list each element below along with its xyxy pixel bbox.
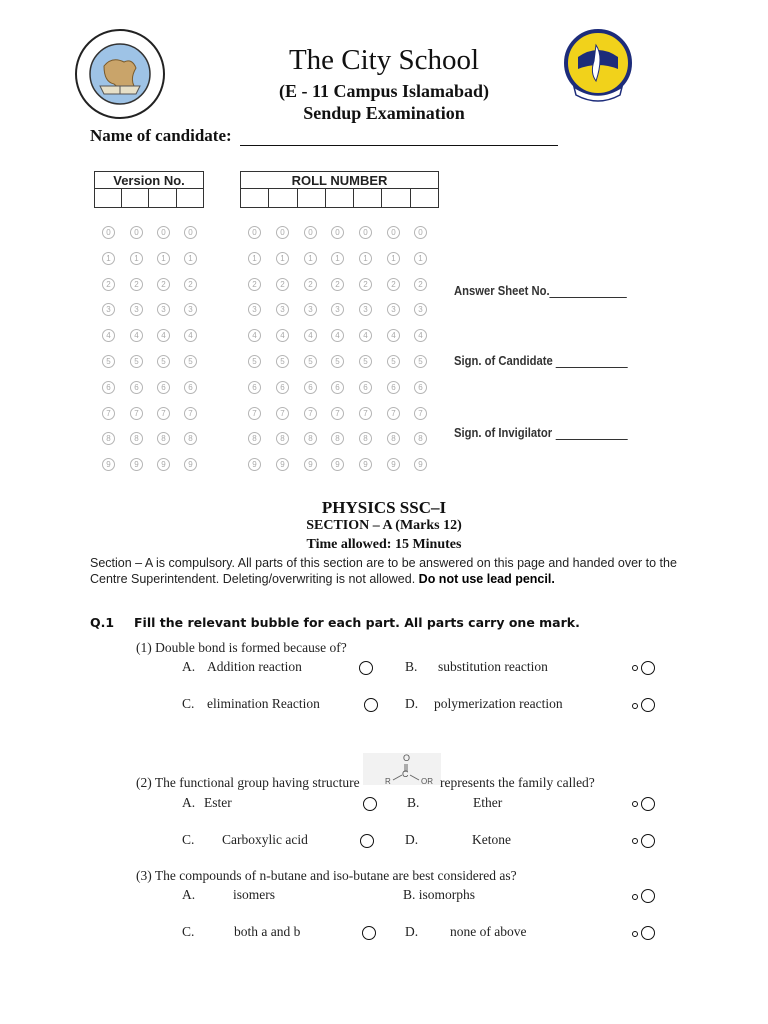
option-letter: A. [182,887,196,902]
version-digit-bubble[interactable]: 7 [102,407,115,420]
structure-right: OR [421,777,433,786]
roll-digit-bubble[interactable]: 0 [331,226,344,239]
roll-digit-bubble[interactable]: 4 [331,329,344,342]
roll-digit-bubble[interactable]: 4 [248,329,261,342]
version-digit-bubble[interactable]: 1 [130,252,143,265]
roll-digit-bubble[interactable]: 3 [414,303,427,316]
sign-candidate-field[interactable] [556,357,628,368]
roll-digit-bubble[interactable]: 8 [276,432,289,445]
roll-digit-bubble[interactable]: 1 [276,252,289,265]
answer-bubble[interactable] [362,926,376,940]
roll-digit-bubble[interactable]: 6 [414,381,427,394]
question-3-text: (3) The compounds of n-butane and iso-butane are best considered as? [136,868,517,883]
version-digit-box[interactable] [149,189,176,208]
version-digit-bubble[interactable]: 6 [102,381,115,394]
candidate-name-row [90,126,558,146]
option-text: Addition reaction [207,659,302,674]
option-letter: A. [182,795,196,810]
version-digit-bubble[interactable]: 3 [157,303,170,316]
version-digit-bubble[interactable]: 3 [130,303,143,316]
roll-digit-bubble[interactable]: 7 [331,407,344,420]
version-digit-bubble[interactable]: 4 [157,329,170,342]
roll-digit-bubble[interactable]: 3 [304,303,317,316]
roll-digit-bubble[interactable]: 8 [248,432,261,445]
roll-digit-bubble[interactable]: 3 [248,303,261,316]
roll-digit-bubble[interactable]: 6 [359,381,372,394]
structure-top: O [403,753,411,763]
roll-digit-bubble[interactable]: 2 [414,278,427,291]
roll-digit-bubble[interactable]: 8 [414,432,427,445]
roll-digit-bubble[interactable]: 9 [276,458,289,471]
roll-digit-bubble[interactable]: 1 [359,252,372,265]
option-letter: B. [405,659,418,674]
version-digit-box[interactable] [176,189,203,208]
option-text: Ether [473,795,503,810]
version-digit-bubble[interactable]: 5 [130,355,143,368]
subject-heading: PHYSICS SSC–I [321,498,447,517]
tiny-circle-icon [632,894,638,900]
roll-digit-bubble[interactable]: 0 [414,226,427,239]
instructions-warning: Do not use lead pencil. [418,572,555,586]
answer-sheet-field[interactable] [550,287,627,298]
roll-number-box [240,171,439,208]
roll-number-label: ROLL NUMBER [241,172,439,189]
version-digit-bubble[interactable]: 7 [157,407,170,420]
answer-bubble[interactable] [364,698,378,712]
roll-digit-bubble[interactable]: 8 [304,432,317,445]
roll-digit-bubble[interactable]: 4 [359,329,372,342]
roll-digit-bubble[interactable]: 2 [248,278,261,291]
option-text: both a and b [234,924,301,939]
roll-digit-bubble[interactable]: 0 [304,226,317,239]
roll-digit-bubble[interactable]: 9 [304,458,317,471]
ester-structure [363,753,441,785]
tiny-circle-icon [632,801,638,807]
roll-digit-bubble[interactable]: 7 [414,407,427,420]
version-label: Version No. [95,172,204,189]
version-digit-bubble[interactable]: 8 [102,432,115,445]
answer-bubble[interactable] [641,834,655,848]
option-letter: C. [182,924,195,939]
version-digit-bubble[interactable]: 0 [184,226,197,239]
question-2-text-start: (2) The functional group having structure [136,775,360,790]
answer-sheet-no [454,284,627,298]
version-digit-bubble[interactable]: 9 [102,458,115,471]
version-digit-bubble[interactable]: 0 [130,226,143,239]
roll-digit-bubble[interactable]: 1 [331,252,344,265]
option-text: Ketone [472,832,511,847]
roll-digit-bubble[interactable]: 5 [387,355,400,368]
version-digit-bubble[interactable]: 8 [184,432,197,445]
version-digit-bubble[interactable]: 6 [157,381,170,394]
tiny-circle-icon [632,838,638,844]
roll-digit-bubble[interactable]: 0 [248,226,261,239]
version-digit-bubble[interactable]: 2 [184,278,197,291]
option-text: substitution reaction [438,659,548,674]
option-text: B. isomorphs [403,887,476,902]
roll-digit-bubble[interactable]: 8 [331,432,344,445]
time-allowed: Time allowed: 15 Minutes [306,537,462,552]
roll-digit-bubble[interactable]: 1 [304,252,317,265]
version-digit-bubble[interactable]: 3 [184,303,197,316]
version-digit-bubble[interactable]: 8 [157,432,170,445]
roll-digit-bubble[interactable]: 5 [414,355,427,368]
sign-invigilator [454,426,627,440]
question-2-text-end: represents the family called? [440,775,595,790]
answer-bubble[interactable] [641,889,655,903]
instructions [90,555,690,587]
answer-bubble[interactable] [363,797,377,811]
answer-bubble[interactable] [359,661,373,675]
roll-digit-box[interactable] [382,189,410,208]
version-digit-bubble[interactable]: 9 [157,458,170,471]
roll-digit-bubble[interactable]: 5 [359,355,372,368]
roll-digit-bubble[interactable]: 7 [276,407,289,420]
roll-digit-bubble[interactable]: 0 [276,226,289,239]
version-digit-bubble[interactable]: 1 [184,252,197,265]
question-1-text: (1) Double bond is formed because of? [136,640,347,655]
version-digit-bubble[interactable]: 3 [102,303,115,316]
roll-digit-bubble[interactable]: 5 [304,355,317,368]
version-digit-bubble[interactable]: 5 [102,355,115,368]
option-text: elimination Reaction [207,696,320,711]
option-letter: C. [182,696,195,711]
roll-digit-bubble[interactable]: 9 [387,458,400,471]
version-digit-bubble[interactable]: 7 [184,407,197,420]
roll-digit-bubble[interactable]: 3 [359,303,372,316]
option-letter: D. [405,832,419,847]
roll-digit-bubble[interactable]: 2 [304,278,317,291]
q1-instruction: Fill the relevant bubble for each part. All parts carry one mark. [134,615,580,630]
roll-digit-bubble[interactable]: 3 [331,303,344,316]
roll-digit-box[interactable] [354,189,382,208]
tiny-circle-icon [632,703,638,709]
roll-digit-bubble[interactable]: 7 [387,407,400,420]
roll-digit-bubble[interactable]: 5 [276,355,289,368]
version-digit-bubble[interactable]: 8 [130,432,143,445]
roll-digit-bubble[interactable]: 0 [387,226,400,239]
roll-digit-bubble[interactable]: 6 [276,381,289,394]
version-digit-bubble[interactable]: 2 [130,278,143,291]
roll-digit-bubble[interactable]: 1 [248,252,261,265]
option-letter: C. [182,832,195,847]
answer-sheet-label: Answer Sheet No. [454,284,550,298]
tiny-circle-icon [632,665,638,671]
roll-digit-box[interactable] [325,189,353,208]
roll-digit-bubble[interactable]: 6 [387,381,400,394]
option-text: isomers [233,887,275,902]
section-heading: SECTION – A (Marks 12) [306,518,462,533]
sign-invigilator-label: Sign. of Invigilator [454,426,553,440]
roll-digit-bubble[interactable]: 9 [248,458,261,471]
candidate-name-label: Name of candidate: [90,126,232,145]
roll-digit-bubble[interactable]: 3 [276,303,289,316]
candidate-name-field[interactable] [240,131,558,146]
roll-digit-bubble[interactable]: 8 [387,432,400,445]
version-box [94,171,204,208]
version-digit-bubble[interactable]: 4 [130,329,143,342]
roll-digit-box[interactable] [241,189,269,208]
roll-digit-box[interactable] [297,189,325,208]
version-digit-bubble[interactable]: 5 [184,355,197,368]
version-digit-bubble[interactable]: 6 [130,381,143,394]
structure-center: C [402,769,409,779]
roll-digit-bubble[interactable]: 3 [387,303,400,316]
version-digit-box[interactable] [95,189,122,208]
option-letter: B. [407,795,420,810]
school-title: The City School [288,44,480,76]
version-digit-bubble[interactable]: 5 [157,355,170,368]
roll-digit-bubble[interactable]: 8 [359,432,372,445]
roll-digit-bubble[interactable]: 5 [331,355,344,368]
exam-title: Sendup Examination [303,103,465,123]
version-digit-bubble[interactable]: 0 [102,226,115,239]
roll-digit-box[interactable] [269,189,297,208]
option-letter: A. [182,659,196,674]
answer-bubble[interactable] [641,926,655,940]
roll-digit-bubble[interactable]: 4 [304,329,317,342]
roll-digit-bubble[interactable]: 4 [414,329,427,342]
roll-digit-bubble[interactable]: 9 [359,458,372,471]
roll-digit-bubble[interactable]: 4 [387,329,400,342]
version-digit-bubble[interactable]: 4 [184,329,197,342]
roll-digit-bubble[interactable]: 7 [359,407,372,420]
roll-digit-bubble[interactable]: 6 [331,381,344,394]
version-digit-bubble[interactable]: 9 [130,458,143,471]
q1-label: Q.1 [90,615,115,630]
version-digit-bubble[interactable]: 1 [102,252,115,265]
version-digit-bubble[interactable]: 6 [184,381,197,394]
version-digit-bubble[interactable]: 2 [157,278,170,291]
option-text: polymerization reaction [434,696,563,711]
option-text: Carboxylic acid [222,832,308,847]
answer-bubble[interactable] [641,797,655,811]
roll-digit-bubble[interactable]: 2 [359,278,372,291]
roll-digit-bubble[interactable]: 6 [304,381,317,394]
structure-left: R [385,777,391,786]
roll-digit-bubble[interactable]: 4 [276,329,289,342]
version-digit-bubble[interactable]: 0 [157,226,170,239]
version-digit-bubble[interactable]: 4 [102,329,115,342]
roll-digit-bubble[interactable]: 5 [248,355,261,368]
roll-digit-bubble[interactable]: 2 [387,278,400,291]
roll-digit-bubble[interactable]: 2 [276,278,289,291]
roll-digit-bubble[interactable]: 1 [414,252,427,265]
roll-digit-bubble[interactable]: 7 [304,407,317,420]
instructions-text: Section – A is compulsory. All parts of this section are to be answered on this page and handed over to the Centre Superintendent. Deleting/overwriting is not allowed. [90,556,677,586]
campus-subtitle: (E - 11 Campus Islamabad) [278,81,490,101]
answer-bubble[interactable] [641,698,655,712]
roll-digit-bubble[interactable]: 0 [359,226,372,239]
answer-bubble[interactable] [641,661,655,675]
sign-invigilator-field[interactable] [555,429,627,440]
version-digit-bubble[interactable]: 1 [157,252,170,265]
roll-digit-bubble[interactable]: 9 [331,458,344,471]
roll-digit-bubble[interactable]: 9 [414,458,427,471]
roll-digit-bubble[interactable]: 6 [248,381,261,394]
version-digit-box[interactable] [122,189,149,208]
option-letter: D. [405,924,419,939]
option-text: none of above [450,924,527,939]
version-digit-bubble[interactable]: 7 [130,407,143,420]
roll-digit-bubble[interactable]: 7 [248,407,261,420]
answer-bubble[interactable] [360,834,374,848]
version-digit-bubble[interactable]: 9 [184,458,197,471]
roll-digit-bubble[interactable]: 2 [331,278,344,291]
sign-candidate [454,354,628,368]
roll-digit-box[interactable] [410,189,438,208]
tiny-circle-icon [632,931,638,937]
option-text: Ester [204,795,232,810]
roll-digit-bubble[interactable]: 1 [387,252,400,265]
option-letter: D. [405,696,419,711]
sign-candidate-label: Sign. of Candidate [454,354,553,368]
version-digit-bubble[interactable]: 2 [102,278,115,291]
